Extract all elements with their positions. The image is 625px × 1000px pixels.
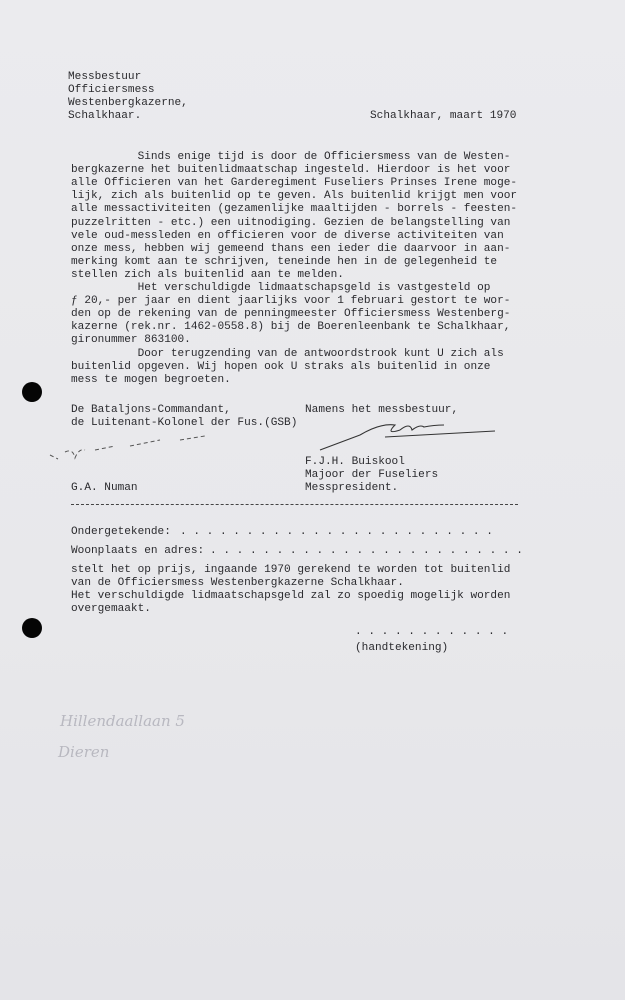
handwritten-note: Dieren bbox=[58, 743, 110, 761]
sender-line: Messbestuur bbox=[68, 71, 142, 83]
undersigned-field[interactable]: . . . . . . . . . . . . . . . . . . . . . . . . bbox=[180, 526, 493, 538]
undersigned-label: Ondergetekende: bbox=[71, 526, 171, 538]
text-line: mess te mogen begroeten. bbox=[71, 373, 231, 386]
text-line: ƒ 20,- per jaar en dient jaarlijks voor 1 februari gestort te wor- bbox=[71, 295, 511, 308]
handwritten-note: Hillendaallaan 5 bbox=[60, 712, 185, 730]
text-line: buitenlid opgeven. Wij hopen ook U straks als buitenlid in onze bbox=[71, 360, 491, 373]
left-signatory-title: De Bataljons-Commandant, bbox=[71, 404, 231, 416]
text-line: Het verschuldigde lidmaatschapsgeld is vastgesteld op bbox=[71, 282, 491, 294]
tear-off-line bbox=[71, 504, 518, 505]
letter-date: Schalkhaar, maart 1970 bbox=[370, 110, 517, 122]
text-line: bergkazerne het buitenlidmaatschap ingesteld. Hierdoor is het voor bbox=[71, 164, 511, 177]
text-line: van de Officiersmess Westenbergkazerne Schalkhaar. bbox=[71, 577, 404, 589]
right-signatory-role: Messpresident. bbox=[305, 482, 399, 494]
left-signatory-name: G.A. Numan bbox=[71, 482, 138, 494]
text-line: alle Officieren van het Garderegiment Fuseliers Prinses Irene moge- bbox=[71, 177, 518, 190]
text-line: puzzelritten - etc.) een uitnodiging. Gezien de belangstelling van bbox=[71, 216, 511, 229]
sender-line: Schalkhaar. bbox=[68, 110, 142, 122]
signature-field[interactable]: . . . . . . . . . . . . bbox=[355, 626, 509, 638]
text-line: vele oud-messleden en officieren voor de diverse activiteiten van bbox=[71, 229, 504, 242]
signature-label: (handtekening) bbox=[355, 642, 449, 654]
text-line: alle messactiviteiten (gezamenlijke maaltijden - borrels - feesten- bbox=[71, 203, 518, 216]
text-line: merking komt aan te schrijven, teneinde hen in de gelegenheid te bbox=[71, 255, 498, 268]
right-signatory-title: Namens het messbestuur, bbox=[305, 404, 459, 416]
punch-hole bbox=[22, 618, 42, 638]
right-signatory-name: F.J.H. Buiskool bbox=[305, 456, 405, 468]
text-line: kazerne (rek.nr. 1462-0558.8) bij de Boerenleenbank te Schalkhaar, bbox=[71, 321, 511, 334]
text-line: den op de rekening van de penningmeester Officiersmess Westenberg- bbox=[71, 308, 511, 321]
text-line: Het verschuldigde lidmaatschapsgeld zal zo spoedig mogelijk worden bbox=[71, 590, 511, 602]
left-signatory-title: de Luitenant-Kolonel der Fus.(GSB) bbox=[71, 417, 298, 429]
address-label: Woonplaats en adres: bbox=[71, 545, 205, 557]
address-field[interactable]: . . . . . . . . . . . . . . . . . . . . . . . . bbox=[210, 545, 523, 557]
text-line: lijk, zich als buitenlid op te geven. Als buitenlid krijgt men voor bbox=[71, 190, 518, 203]
text-line: Sinds enige tijd is door de Officiersmess van de Westen- bbox=[71, 151, 511, 163]
text-line: Door terugzending van de antwoordstrook kunt U zich als bbox=[71, 347, 504, 360]
text-line: overgemaakt. bbox=[71, 603, 151, 615]
sender-line: Officiersmess bbox=[68, 84, 155, 96]
text-line: stellen zich als buitenlid aan te melden. bbox=[71, 268, 344, 281]
signature-left bbox=[40, 430, 240, 490]
text-line: stelt het op prijs, ingaande 1970 gerekend te worden tot buitenlid bbox=[71, 564, 511, 576]
text-line: gironummer 863100. bbox=[71, 334, 191, 347]
right-signatory-rank: Majoor der Fuseliers bbox=[305, 469, 439, 481]
text-line: onze mess, hebben wij gemeend thans een ieder die daarvoor in aan- bbox=[71, 242, 511, 255]
sender-line: Westenbergkazerne, bbox=[68, 97, 188, 109]
punch-hole bbox=[22, 382, 42, 402]
